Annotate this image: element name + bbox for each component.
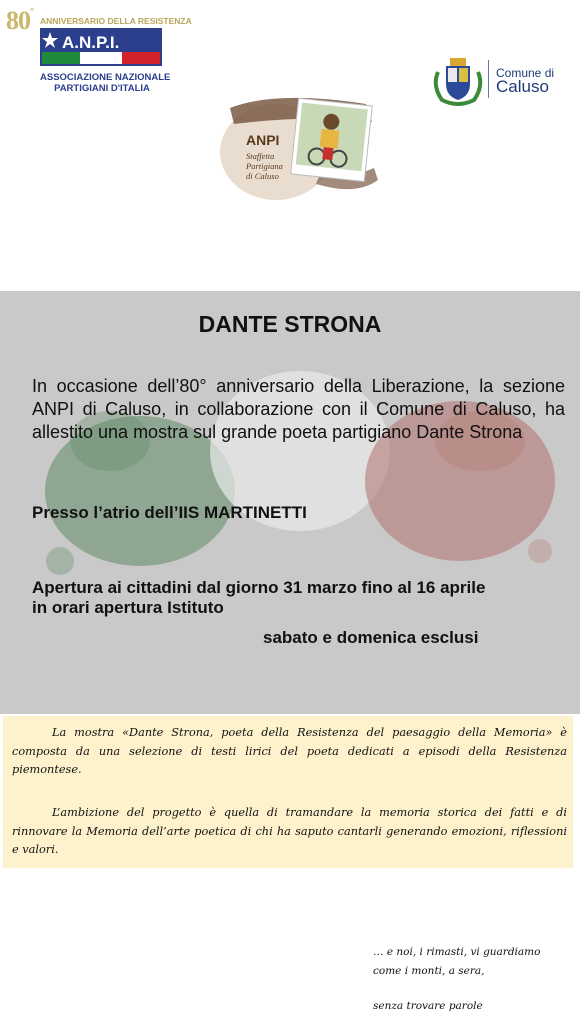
association-line-1: ASSOCIAZIONE NAZIONALE (40, 72, 171, 83)
anpi-banner-icon (40, 28, 162, 66)
exhibition-description-box (3, 716, 573, 868)
exhibition-paragraph-2: L’ambizione del progetto è quella di tramandare la memoria storica dei fatti e di rinnovare la Memoria dell’arte poetica di chi ha saputo cantarli generando emozioni, riflessioni e valori. (12, 806, 567, 856)
event-location: Presso l’atrio dell’IIS MARTINETTI (32, 503, 307, 522)
anniversary-number: 80° (6, 6, 34, 35)
comune-divider (488, 60, 489, 98)
badge-anpi-label: ANPI (246, 132, 280, 148)
quote-line-1: … e noi, i rimasti, vi guardiamo (373, 946, 541, 958)
quote-line-2: come i monti, a sera, (373, 965, 485, 977)
coat-of-arms-icon (430, 52, 486, 108)
anpi-banner-text: A.N.P.I. (62, 33, 120, 52)
badge-text (246, 132, 283, 181)
event-description: In occasione dell’80° anniversario della Liberazione, la sezione ANPI di Caluso, in collaborazione con il Comune di Caluso, ha allestito una mostra sul grande poeta partigiano Dante Strona (32, 376, 565, 442)
comune-line-1: Comune di (496, 66, 555, 80)
comune-name (496, 66, 554, 94)
badge-sub-line-2: Partigiana (246, 161, 283, 171)
badge-sub-line-3: di Caluso (246, 171, 279, 181)
association-line-2: PARTIGIANI D'ITALIA (54, 83, 150, 94)
staffetta-partigiana-badge (216, 88, 382, 208)
badge-subtitle (246, 151, 283, 181)
comune-line-2: Caluso (496, 77, 549, 96)
event-excluded-days: sabato e domenica esclusi (263, 628, 479, 647)
association-name (40, 72, 171, 94)
event-title: DANTE STRONA (198, 311, 382, 337)
event-opening-dates: Apertura ai cittadini dal giorno 31 marzo fino al 16 aprile (32, 578, 486, 597)
badge-sub-line-1: Staffetta (246, 151, 275, 161)
event-hours: in orari apertura Istituto (32, 598, 224, 617)
cyclist-photo-icon (291, 98, 373, 181)
exhibition-paragraph-1: La mostra «Dante Strona, poeta della Resistenza del paesaggio della Memoria» è composta da una selezione di testi lirici del poeta dedicati a episodi della Resistenza piemontese. (12, 726, 567, 776)
event-info-band (0, 291, 580, 714)
anniversary-label: ANNIVERSARIO DELLA RESISTENZA (40, 16, 192, 26)
badge-brush-icon (216, 88, 382, 208)
quote-line-3: senza trovare parole (373, 1000, 483, 1012)
anpi-logo (6, 6, 192, 96)
comune-caluso-logo (430, 52, 570, 108)
